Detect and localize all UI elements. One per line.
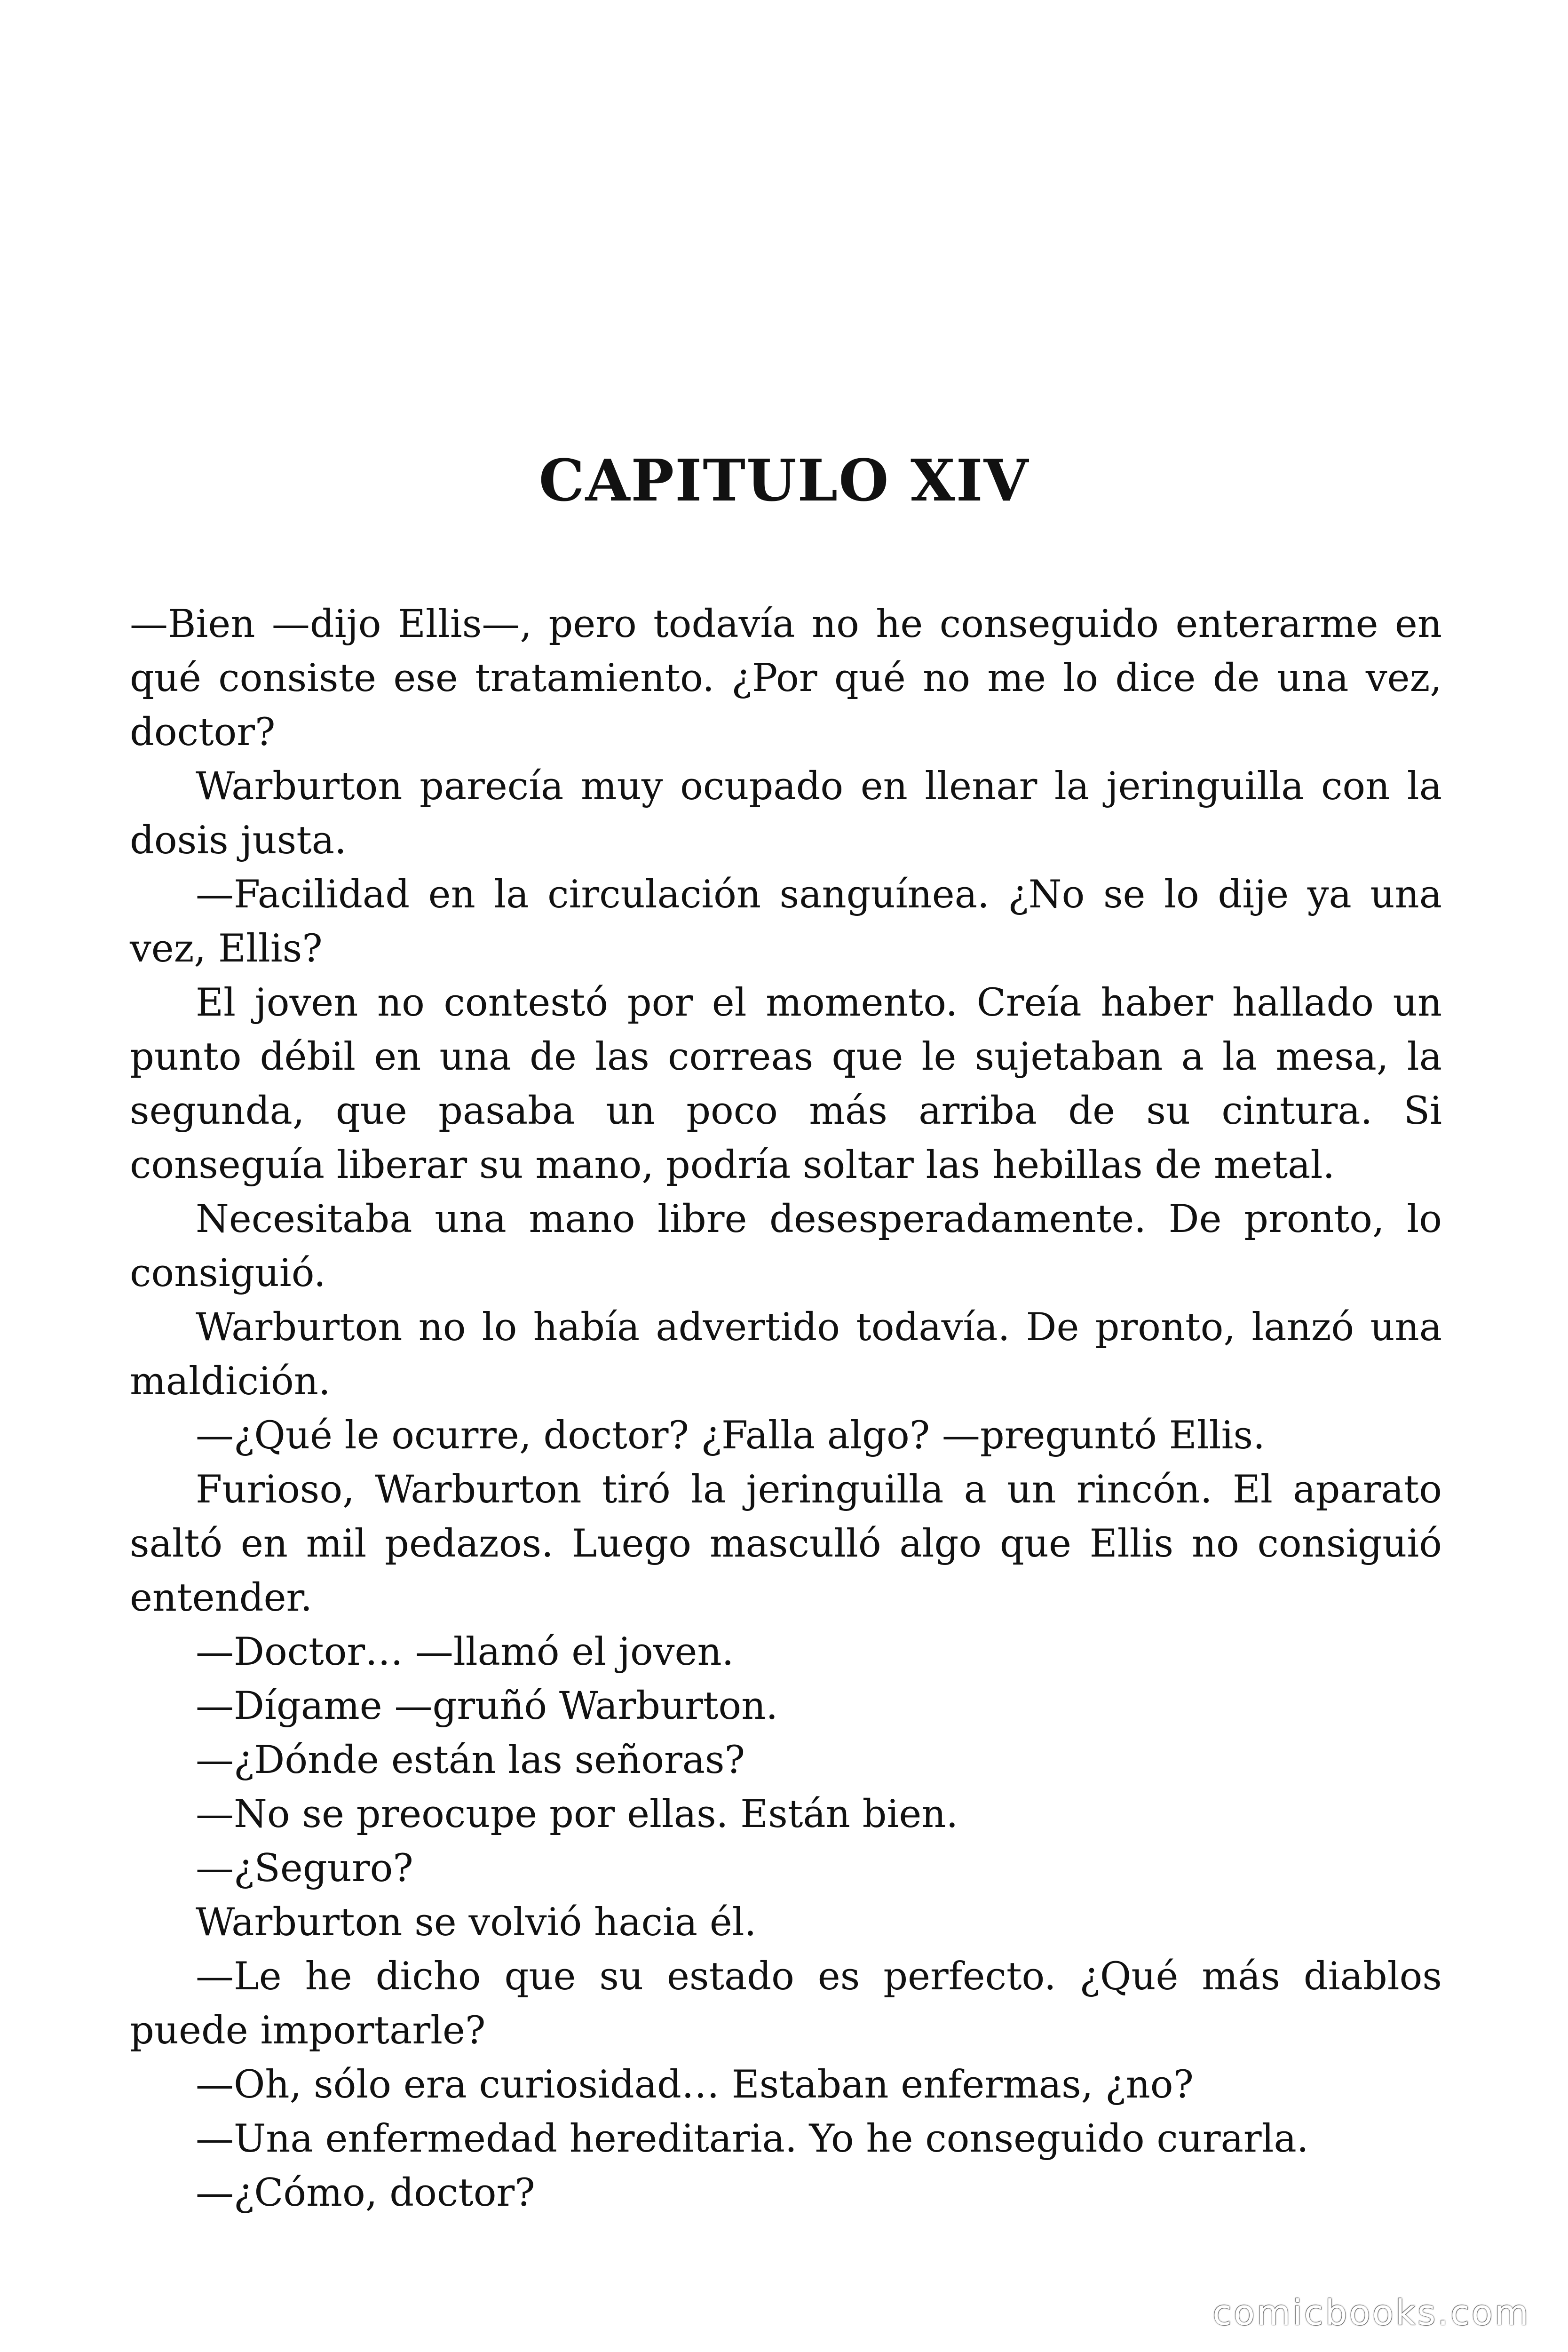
paragraph: —¿Cómo, doctor? — [196, 2171, 535, 2215]
paragraph: —No se preocupe por ellas. Están bien. — [196, 1792, 958, 1836]
paragraph: —Oh, sólo era curiosidad… Estaban enfermas, ¿no? — [196, 2063, 1194, 2107]
watermark: comicbooks.com — [1212, 2293, 1530, 2333]
paragraph: —¿Seguro? — [196, 1846, 413, 1891]
paragraph: —Una enfermedad hereditaria. Yo he conseguido curarla. — [196, 2117, 1309, 2161]
paragraph: —Doctor… —llamó el joven. — [196, 1630, 734, 1674]
paragraph: Necesitaba una mano libre desesperadamente. De pronto, lo consiguió. — [130, 1197, 1442, 1295]
chapter-body — [130, 597, 1442, 2220]
paragraph: Warburton se volvió hacia él. — [196, 1900, 757, 1945]
paragraph: —¿Qué le ocurre, doctor? ¿Falla algo? —preguntó Ellis. — [196, 1414, 1265, 1458]
paragraph: —Facilidad en la circulación sanguínea. ¿No se lo dije ya una vez, Ellis? — [130, 873, 1442, 971]
paragraph: Furioso, Warburton tiró la jeringuilla a un rincón. El aparato saltó en mil pedazos. Luego masculló algo que Ellis no consiguió entender. — [130, 1468, 1442, 1620]
paragraph: —Dígame —gruñó Warburton. — [196, 1684, 778, 1728]
paragraph: Warburton parecía muy ocupado en llenar la jeringuilla con la dosis justa. — [130, 764, 1442, 863]
paragraph: —Bien —dijo Ellis—, pero todavía no he conseguido enterarme en qué consiste ese tratamiento. ¿Por qué no me lo dice de una vez, doctor? — [130, 602, 1442, 755]
chapter-title: CAPITULO XIV — [539, 446, 1029, 514]
paragraph: —Le he dicho que su estado es perfecto. ¿Qué más diablos puede importarle? — [130, 1955, 1442, 2053]
paragraph: Warburton no lo había advertido todavía. De pronto, lanzó una maldición. — [130, 1305, 1442, 1404]
paragraph: —¿Dónde están las señoras? — [196, 1738, 745, 1782]
paragraph: El joven no contestó por el momento. Creía haber hallado un punto débil en una de las correas que le sujetaban a la mesa, la segunda, que pasaba un poco más arriba de su cintura. Si conseguía liberar su mano, podría soltar las hebillas de metal. — [130, 981, 1442, 1187]
